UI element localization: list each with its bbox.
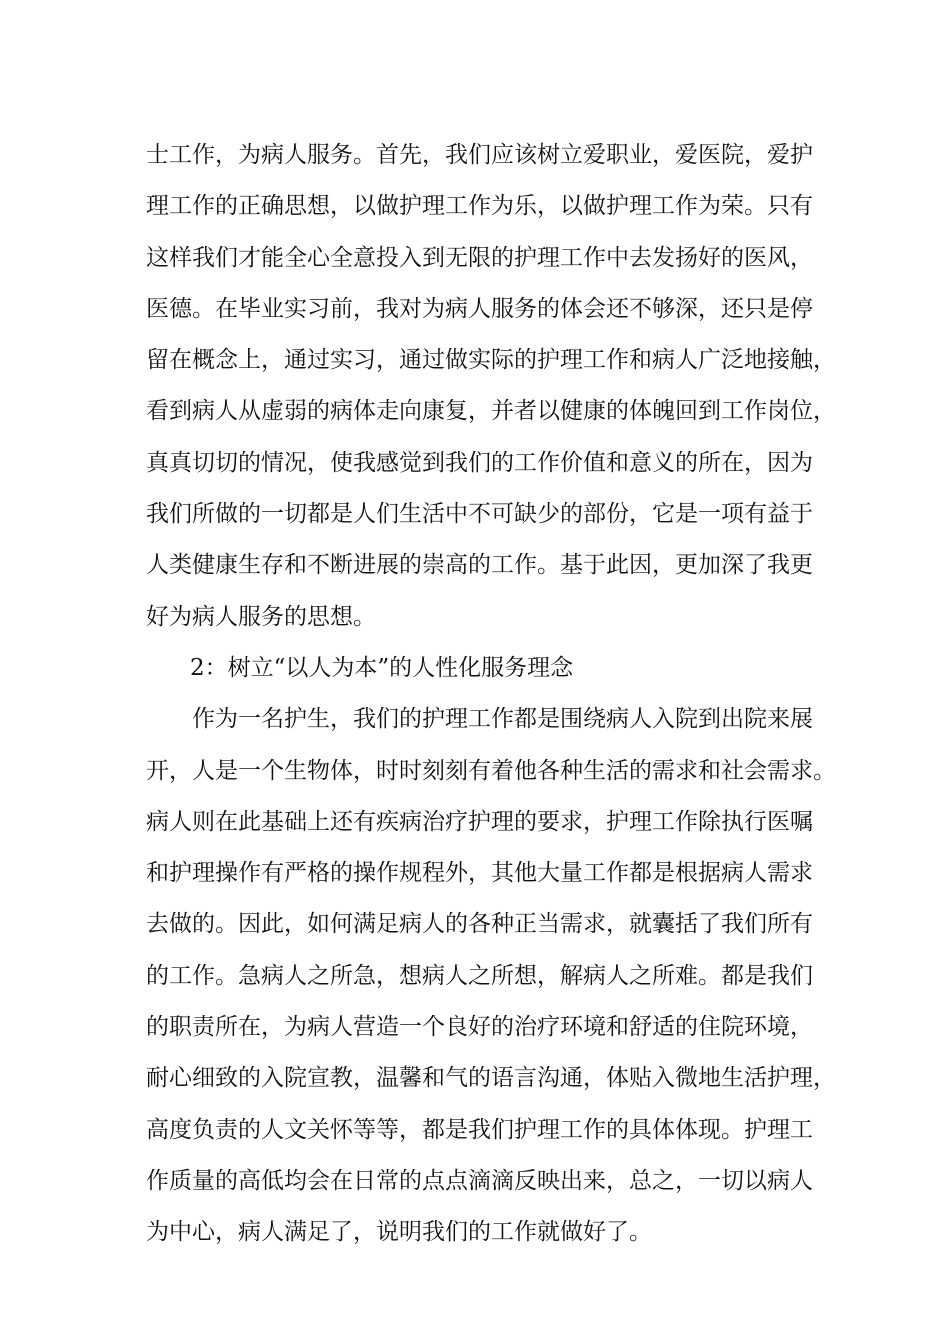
text-line: 高度负责的人文关怀等等，都是我们护理工作的具体体现。护理工 [146, 1116, 813, 1143]
text-line: 理工作的正确思想，以做护理工作为乐，以做护理工作为荣。只有 [146, 193, 813, 220]
text-line: 好为病人服务的思想。 [146, 603, 376, 630]
text-line: 为中心，病人满足了，说明我们的工作就做好了。 [146, 1219, 652, 1246]
text-line: 和护理操作有严格的操作规程外，其他大量工作都是根据病人需求 [146, 860, 813, 887]
text-line: 医德。在毕业实习前，我对为病人服务的体会还不够深，还只是停 [146, 295, 813, 322]
text-line: 真真切切的情况，使我感觉到我们的工作价值和意义的所在，因为 [146, 449, 813, 476]
paragraph-2 [146, 694, 846, 1258]
paragraph-1 [146, 130, 846, 643]
text-line: 人类健康生存和不断进展的崇高的工作。基于此因，更加深了我更 [146, 552, 813, 579]
text-line: 作质量的高低均会在日常的点点滴滴反映出来，总之，一切以病人 [146, 1167, 813, 1194]
section-heading: 2：树立“以人为本”的人性化服务理念 [190, 654, 574, 681]
text-line: 留在概念上，通过实习，通过做实际的护理工作和病人广泛地接触， [146, 347, 836, 374]
text-line: 士工作，为病人服务。首先，我们应该树立爱职业，爱医院，爱护 [146, 142, 813, 168]
text-line: 的工作。急病人之所急，想病人之所想，解病人之所难。都是我们 [146, 962, 813, 989]
text-line: 去做的。因此，如何满足病人的各种正当需求，就囊括了我们所有 [146, 911, 813, 938]
text-line: 耐心细致的入院宣教，温馨和气的语言沟通，体贴入微地生活护理， [146, 1065, 836, 1092]
text-line: 这样我们才能全心全意投入到无限的护理工作中去发扬好的医风， [146, 244, 813, 271]
text-line: 开，人是一个生物体，时时刻刻有着他各种生活的需求和社会需求。 [146, 757, 836, 784]
document-body [146, 130, 846, 1259]
text-line: 的职责所在，为病人营造一个良好的治疗环境和舒适的住院环境， [146, 1014, 813, 1041]
text-line: 病人则在此基础上还有疾病治疗护理的要求，护理工作除执行医嘱 [146, 808, 813, 835]
text-line: 我们所做的一切都是人们生活中不可缺少的部份，它是一项有益于 [146, 501, 813, 528]
text-line: 看到病人从虚弱的病体走向康复，并者以健康的体魄回到工作岗位， [146, 398, 836, 425]
text-line: 作为一名护生，我们的护理工作都是围绕病人入院到出院来展 [192, 706, 813, 733]
